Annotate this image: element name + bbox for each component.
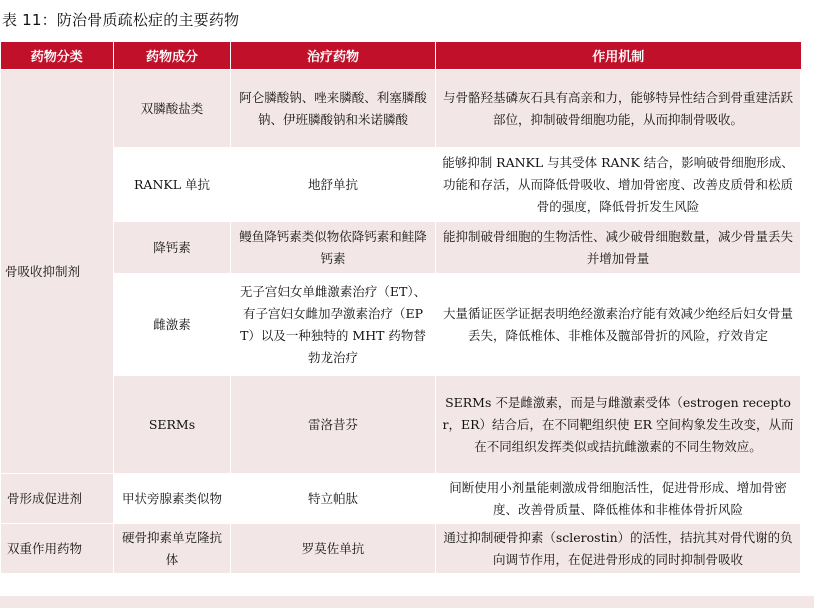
footer-band — [0, 596, 814, 608]
header-row — [1, 42, 801, 70]
row-mechanism: 与骨骼羟基磷灰石具有高亲和力，能够特异性结合到骨重建活跃部位，抑制破骨细胞功能，从而抑制骨吸收。 — [436, 70, 801, 148]
drug-table — [0, 42, 801, 574]
table-row — [1, 222, 801, 274]
row-mechanism: 能抑制破骨细胞的生物活性、减少破骨细胞数量，减少骨量丢失并增加骨量 — [436, 222, 801, 274]
row-drugs: 鳗鱼降钙素类似物依降钙素和鲑降钙素 — [231, 222, 436, 274]
row-mechanism: 能够抑制 RANKL 与其受体 RANK 结合，影响破骨细胞形成、功能和存活，从而降低骨吸收、增加骨密度、改善皮质骨和松质骨的强度，降低骨折发生风险 — [436, 148, 801, 222]
row-component: SERMs — [114, 376, 231, 474]
row-mechanism: 通过抑制硬骨抑素（sclerostin）的活性，拮抗其对骨代谢的负向调节作用，在促进骨形成的同时抑制骨吸收 — [436, 524, 801, 574]
header-drugs: 治疗药物 — [231, 42, 436, 70]
table-row — [1, 376, 801, 474]
row-drugs: 罗莫佐单抗 — [231, 524, 436, 574]
group-formation: 骨形成促进剂 — [1, 474, 114, 524]
row-component: 雌激素 — [114, 274, 231, 376]
table-row — [1, 524, 801, 574]
row-mechanism: SERMs 不是雌激素，而是与雌激素受体（estrogen receptor，ER）结合后，在不同靶组织使 ER 空间构象发生改变，从而在不同组织发挥类似或拮抗雌激素的不同生物效应。 — [436, 376, 801, 474]
header-category: 药物分类 — [1, 42, 114, 70]
row-mechanism: 大量循证医学证据表明绝经激素治疗能有效减少绝经后妇女骨量丢失，降低椎体、非椎体及髋部骨折的风险，疗效肯定 — [436, 274, 801, 376]
group-dual: 双重作用药物 — [1, 524, 114, 574]
row-component: 甲状旁腺素类似物 — [114, 474, 231, 524]
table-row — [1, 148, 801, 222]
header-component: 药物成分 — [114, 42, 231, 70]
row-drugs: 阿仑膦酸钠、唑来膦酸、利塞膦酸钠、伊班膦酸钠和米诺膦酸 — [231, 70, 436, 148]
row-component: RANKL 单抗 — [114, 148, 231, 222]
header-mechanism: 作用机制 — [436, 42, 801, 70]
group-resorption: 骨吸收抑制剂 — [1, 70, 114, 474]
row-component: 双膦酸盐类 — [114, 70, 231, 148]
row-mechanism: 间断使用小剂量能刺激成骨细胞活性，促进骨形成、增加骨密度、改善骨质量、降低椎体和非椎体骨折风险 — [436, 474, 801, 524]
table-row — [1, 474, 801, 524]
row-drugs: 无子宫妇女单雌激素治疗（ET）、有子宫妇女雌加孕激素治疗（EPT）以及一种独特的 MHT 药物替勃龙治疗 — [231, 274, 436, 376]
table-caption: 表 11：防治骨质疏松症的主要药物 — [2, 11, 240, 29]
row-drugs: 地舒单抗 — [231, 148, 436, 222]
table-row — [1, 70, 801, 148]
row-drugs: 特立帕肽 — [231, 474, 436, 524]
row-component: 降钙素 — [114, 222, 231, 274]
row-drugs: 雷洛昔芬 — [231, 376, 436, 474]
row-component: 硬骨抑素单克隆抗体 — [114, 524, 231, 574]
table-row — [1, 274, 801, 376]
